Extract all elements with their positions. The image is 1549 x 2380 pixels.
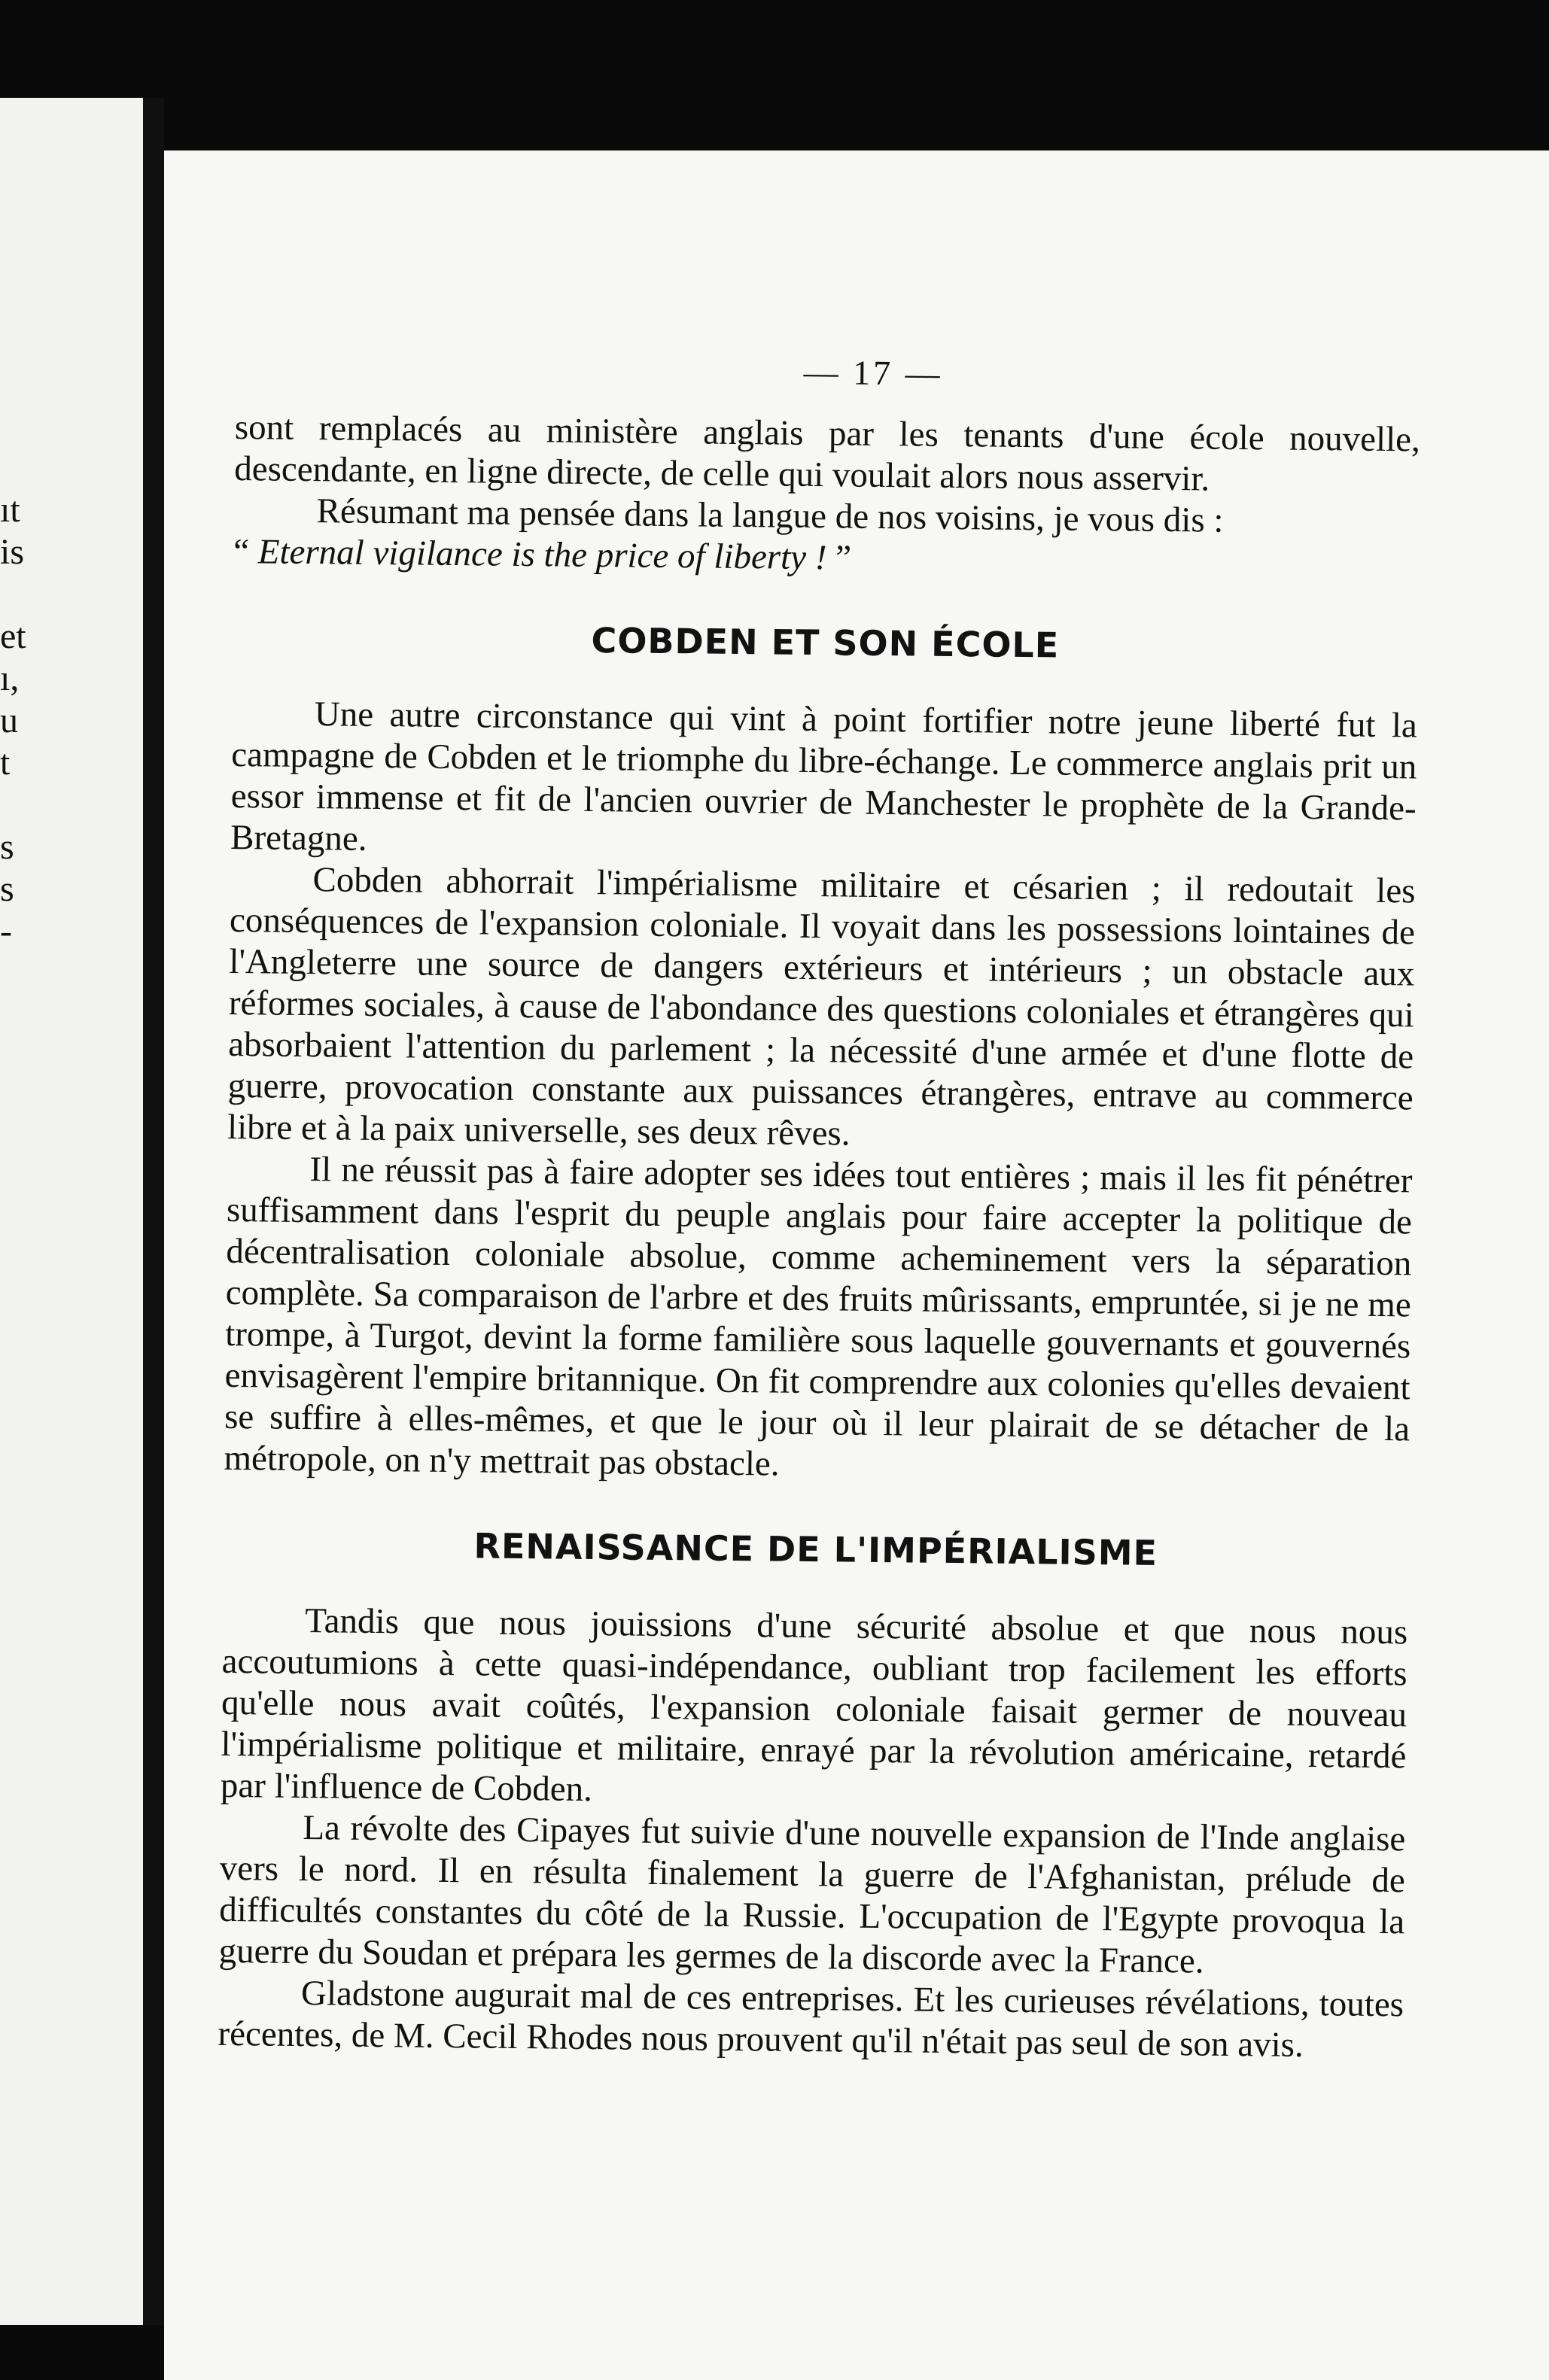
intro-paragraph: sont remplacés au ministère anglais par les tenants d'une école nouvelle, descendante, en ligne directe, de celle qui voulait alors nous asservir. (234, 407, 1421, 499)
page-content (218, 346, 1421, 2067)
left-fragment: u (0, 701, 18, 740)
left-fragment: et (0, 616, 26, 656)
english-quote: Eternal vigilance is the price of liberty ! (257, 532, 827, 578)
page-number: — 17 — (803, 352, 943, 393)
resumant-paragraph: Résumant ma pensée dans la langue de nos voisins, je vous dis : (316, 491, 1224, 540)
book-page (164, 150, 1549, 2380)
body-paragraph: Cobden abhorrait l'impérialisme militaire et césarien ; il redoutait les conséquences de l'expansion coloniale. Il voyait dans les possessions lointaines de l'Angleterre une source de dangers extérieurs et intérieurs ; un obstacle aux réformes sociales, à cause de l'abondance des questions coloniales et étrangères qui absorbaient l'attention du parlement ; la nécessité d'une armée et d'une flotte de guerre, provocation constante aux puissances étrangères, entrave au commerce libre et à la paix universelle, ses deux rêves. (227, 860, 1416, 1154)
left-fragment (0, 784, 30, 826)
book-spine-shadow (143, 98, 164, 2325)
left-fragment: ıt (0, 490, 20, 530)
left-fragment: - (0, 911, 12, 951)
section-heading-renaissance: RENAISSANCE DE L'IMPÉRIALISME (473, 1525, 1158, 1573)
body-paragraph: La révolte des Cipayes fut suivie d'une nouvelle expansion de l'Inde anglaise vers le nord. Il en résulta finalement la guerre de l'Afghanistan, prélude de difficultés constantes du côté de la Russie. L'occupation de l'Egypte provoqua la guerre du Soudan et prépara les germes de la discorde avec la France. (218, 1808, 1406, 1981)
left-fragment: t (0, 743, 11, 783)
body-paragraph: Une autre circonstance qui vint à point fortifier notre jeune liberté fut la campagne de Cobden et le triomphe du libre-échange. Le commerce anglais prit un essor immense et fit de l'ancien ouvrier de Manchester le prophète de la Grande-Bretagne. (230, 695, 1418, 859)
left-fragment: s (0, 869, 14, 909)
left-page-edge (0, 98, 143, 2325)
body-paragraph: Il ne réussit pas à faire adopter ses idées tout entières ; mais il les fit pénétrer suffisamment dans l'esprit du peuple anglais pour faire accepter la politique de décentralisation coloniale absolue, comme acheminement vers la séparation complète. Sa comparaison de l'arbre et des fruits mûrissants, empruntée, si je ne me trompe, à Turgot, devint la forme familière sous laquelle gouvernants et gouvernés envisagèrent l'empire britannique. On fit comprendre aux colonies qu'elles devaient se suffire à elles-mêmes, et que le jour où il leur plairait de se détacher de la métropole, on n'y mettrait pas obstacle. (224, 1150, 1413, 1484)
left-page-text-fragments (0, 489, 30, 953)
quote-close-mark: ” (835, 538, 852, 578)
section-heading-cobden: COBDEN ET SON ÉCOLE (591, 619, 1060, 666)
left-fragment: s (0, 827, 14, 867)
body-paragraph: Tandis que nous jouissions d'une sécurité absolue et que nous nous accoutumions à cette quasi-indépendance, oubliant trop facilement les efforts qu'elle nous avait coûtés, l'expansion coloniale faisait germer de nouveau l'impérialisme politique et militaire, enrayé par la révolution américaine, retardé par l'influence de Cobden. (220, 1601, 1408, 1810)
quote-open-mark: “ (233, 531, 250, 572)
left-fragment: ı, (0, 658, 20, 698)
left-fragment: is (0, 532, 25, 572)
body-paragraph: Gladstone augurait mal de ces entreprises. Et les curieuses révélations, toutes récentes, de M. Cecil Rhodes nous prouvent qu'il n'était pas seul de son avis. (218, 1974, 1404, 2065)
left-fragment (0, 573, 30, 616)
